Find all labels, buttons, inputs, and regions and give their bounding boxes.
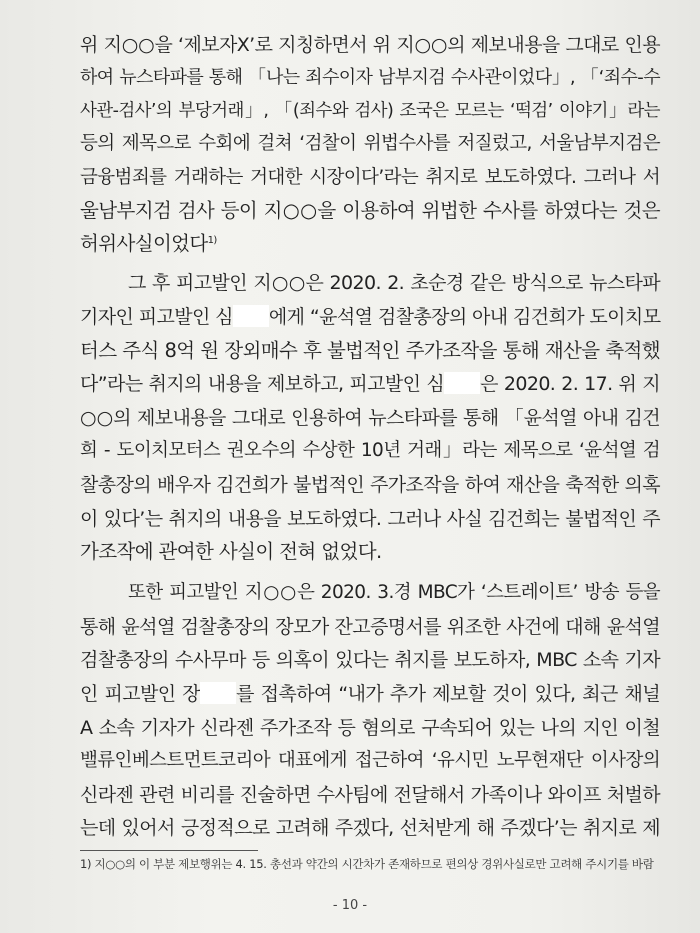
footnote-text: 1) 지○○의 이 부분 제보행위는 4. 15. 총선과 약간의 시간차가 존재하므로 편의상 경위사실로만 고려해 주시기를 바람	[80, 857, 654, 871]
paragraph3-line	[80, 679, 660, 709]
paragraph3-line: 검찰총장의 수사무마 등 의혹이 있다는 취지를 보도하자, MBC 소속 기자	[80, 649, 660, 671]
paragraph2-line: 희 - 도이치모터스 권오수의 수상한 10년 거래」라는 제목으로 ‘윤석열 검	[80, 440, 660, 461]
paragraph2-line: 찰총장의 배우자 김건희가 불법적인 주가조작을 하여 재산을 축적한 의혹	[80, 474, 660, 496]
paragraph2-line: 터스 주식 8억 원 장외매수 후 불법적인 주가조작을 통해 재산을 축적했	[80, 339, 660, 362]
page-number: - 10 -	[332, 898, 368, 913]
paragraph1-line: 금융범죄를 거래하는 거대한 시장이다’라는 취지로 보도하였다. 그러나 서	[80, 167, 660, 188]
paragraph3-line: 또한 피고발인 지○○은 2020. 3.경 MBC가 ‘스트레이트’ 방송 등을	[128, 582, 660, 603]
paragraph2-line: 그 후 피고발인 지○○은 2020. 2. 초순경 같은 방식으로 뉴스타파	[128, 272, 660, 294]
footnote-reference: 1)	[207, 235, 217, 246]
paragraph3-line: 통해 윤석열 검찰총장의 장모가 잔고증명서를 위조한 사건에 대해 윤석열	[80, 616, 660, 638]
paragraph3-line4-start: 인 피고발인 장	[80, 683, 201, 705]
paragraph2-line2-end: 에게 “윤석열 검찰총장의 아내 김건희가 도이치모	[268, 306, 661, 328]
paragraph3-line: A 소속 기자가 신라젠 주가조작 등 혐의로 구속되어 있는 나의 지인 이철	[80, 717, 660, 739]
paragraph1-line: 울남부지검 검사 등이 지○○을 이용하여 위법한 수사를 하였다는 것은	[80, 199, 660, 222]
paragraph1-line: 사관-검사’의 부당거래」, 「(죄수와 검사) 조국은 모르는 ‘떡검’ 이야기」라는	[80, 101, 660, 121]
paragraph3-line: 밸류인베스트먼트코리아 대표에게 접근하여 ‘유시민 노무현재단 이사장의	[80, 750, 660, 771]
paragraph3-line4-end: 를 접촉하여 “내가 추가 제보할 것이 있다, 최근 채널	[236, 683, 661, 705]
paragraph2-line4-end: 은 2020. 2. 17. 위 지	[480, 373, 660, 395]
paragraph1-last-text: 허위사실이었다	[80, 232, 208, 255]
paragraph2-line	[80, 302, 660, 332]
redaction-box	[233, 305, 269, 327]
redaction-box	[200, 682, 236, 704]
paragraph2-line2-start: 기자인 피고발인 심	[80, 306, 233, 328]
paragraph1-line: 위 지○○을 ‘제보자X’로 지칭하면서 위 지○○의 제보내용을 그대로 인용	[80, 34, 660, 56]
paragraph1-line: 등의 제목으로 수회에 걸쳐 ‘검찰이 위법수사를 저질렀고, 서울남부지검은	[80, 133, 660, 154]
paragraph2-line: 이 있다’는 취지의 내용을 보도하였다. 그러나 사실 김건희는 불법적인 주	[80, 508, 660, 530]
redaction-box	[444, 372, 480, 394]
paragraph2-line4-start: 다”라는 취지의 내용을 제보하고, 피고발인 심	[80, 373, 445, 395]
paragraph1-line	[80, 229, 660, 259]
paragraph2-line	[80, 369, 660, 399]
paragraph3-line: 는데 있어서 긍정적으로 고려해 주겠다, 선처받게 해 주겠다’는 취지로 제	[80, 817, 660, 839]
paragraph2-line: ○○의 제보내용을 그대로 인용하여 뉴스타파를 통해 「윤석열 아내 김건	[80, 407, 660, 429]
footnote-divider	[80, 850, 258, 851]
paragraph2-line: 가조작에 관여한 사실이 전혀 없었다.	[80, 540, 382, 563]
paragraph1-line: 하여 뉴스타파를 통해 「나는 죄수이자 남부지검 수사관이었다」, 「‘죄수-수	[80, 67, 660, 88]
paragraph3-line: 신라젠 관련 비리를 진술하면 수사팀에 전달해서 가족이나 와이프 처벌하	[80, 784, 660, 806]
